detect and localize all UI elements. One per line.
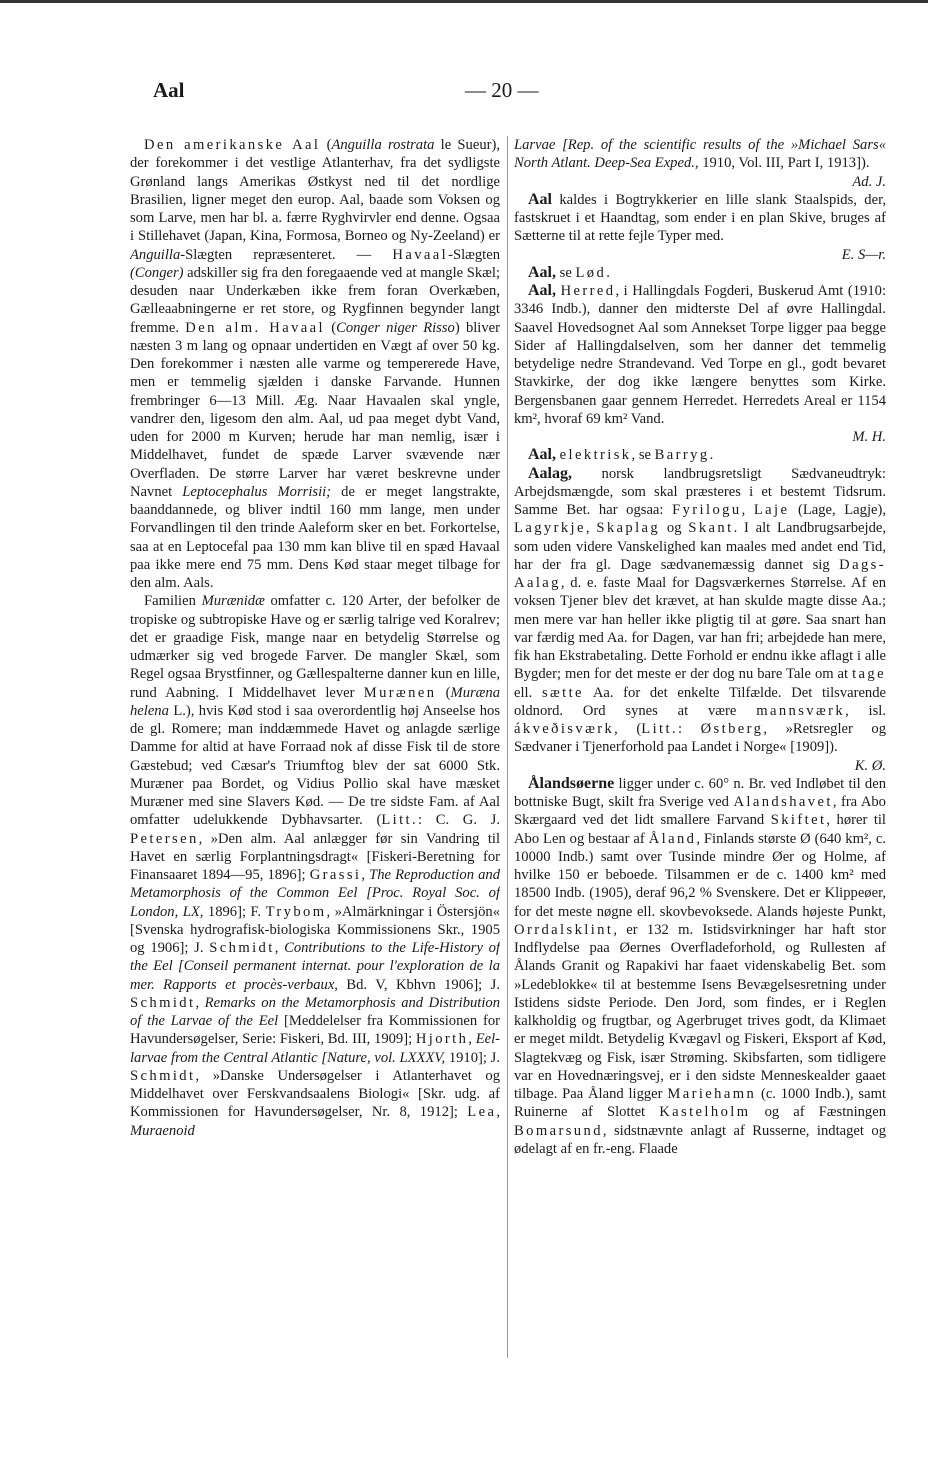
text-run: ,: [195, 994, 205, 1011]
text-run: Lød: [575, 264, 607, 281]
text-run: Contributions to the Life-History of the Eel [Conseil permanent internat. pour l'exploration de la mer. Rapports et procès-verbaux,: [130, 940, 500, 993]
text-run: 1910]; J.: [445, 1049, 500, 1066]
left-column: [130, 136, 500, 1366]
text-run: Schmidt: [130, 1067, 196, 1084]
column-divider: [507, 136, 508, 1358]
text-run: ákveðisværk: [514, 721, 615, 737]
text-run: Eel-larvae from the Central Atlantic [Nature, vol. LXXXV,: [130, 1031, 500, 1066]
text-run: Skiftet: [770, 812, 827, 829]
top-rule: [0, 0, 928, 3]
text-run: , »Retsregler og Sædvaner i Tjenerforhold paa Landet i Norge« [1909]).: [514, 721, 886, 756]
text-run: 1896]; F.: [203, 903, 266, 920]
text-run: ) bliver næsten 3 m lang og opnaar undertiden en Vægt af over 50 kg. Den forekommer i næsten alle varme og tempererede Have, men er temmelig sjælden i danske Farvande. Hunnen frembringer 6—13 Mill. Æg. Naar Havaalen skal yngle, vandrer den, ligesom den alm. Aal, ud paa meget dybt Vand, uden for 2000 m Kurven; herude har man nemlig, især i Middelhavet, fundet de spæde Larver svævende nær Overfladen. De større Larver har været beskrevne under Navnet: [130, 319, 500, 500]
entry-aal-lod: [514, 264, 886, 282]
text-run: kaldes i Bogtrykkerier en lille slank Staalspids, der, fastskruet i et Haandtag, som ender i en plan Skive, bruges af Sætterne til at rette fejle Typer med.: [514, 191, 886, 245]
text-run: ,: [468, 1031, 476, 1048]
text-run: Alandshavet: [733, 794, 833, 810]
text-run: (: [436, 684, 451, 701]
running-head: Aal: [153, 78, 185, 102]
headword: Aal,: [528, 263, 556, 281]
entry-aalag: [514, 465, 886, 775]
text-run: , »Danske Undersøgelser i Atlanterhavet og Middelhavet over Ferskvandsaalens Biologi« [Skr. udg. af Kommissionen for Havundersøgelser, Nr. 8, 1912];: [130, 1067, 500, 1121]
text-run: , isl.: [845, 702, 886, 719]
text-run: Laje: [753, 502, 790, 518]
page-number: — 20 —: [465, 78, 539, 102]
text-run: ,: [585, 520, 597, 537]
text-run: Mariehamn: [667, 1086, 757, 1102]
headword: Aal,: [528, 282, 556, 299]
text-run: .: [709, 447, 714, 464]
text-run: ligger under c. 60° n. Br. ved Indløbet til den bottniske Bugt, skilt fra Sverige ved: [514, 775, 886, 810]
text-run: Conger niger Risso: [336, 319, 455, 336]
text-run: (: [324, 319, 337, 336]
entry-aal-bogtrykkeri: [514, 191, 886, 264]
text-run: , »Den alm. Aal anlægger før sin Vandring til Havet en særlig Forplantningsdragt« [Fiskeri-Beretning for Finansaaret 1894—95, 1896];: [130, 830, 500, 883]
text-run: Aa. for det enkelte Tilfælde. Det tilsvarende oldnord. Ord synes at være: [514, 684, 886, 719]
text-run: . I alt Landbrugsarbejde, som uden videre Vanskelighed kan maales med andet end Tid, har der fra gl. Dage sædvanemæssig dannet sig: [514, 520, 886, 573]
text-run: , »Almärkningar i Östersjön« [Svenska hydrografisk-biologiska Kommissionens Skr., 1905 og 1906]; J.: [130, 903, 500, 956]
text-run: Muræna helena: [130, 684, 500, 719]
text-run: Familien: [144, 593, 202, 610]
page-header: [153, 78, 893, 108]
text-run: Murænen: [363, 684, 437, 701]
text-run: Anguilla rostrata: [331, 137, 435, 153]
text-run: og: [660, 520, 689, 537]
text-run: -Slægten repræsenteret. —: [180, 246, 393, 263]
text-run: (Lage, Lagje),: [789, 502, 886, 518]
text-run: Skaplag: [596, 520, 661, 537]
headword: Aal,: [528, 446, 556, 464]
text-run: Dags-Aalag: [514, 556, 886, 591]
text-run: Lagyrkje: [514, 520, 586, 537]
headword: Aalag,: [528, 464, 572, 482]
text-run: : C. G. J.: [418, 812, 500, 829]
text-run: elektrisk: [559, 447, 632, 464]
text-run: Litt.: [381, 812, 419, 829]
text-run: Skant: [688, 520, 734, 537]
author-signature: M. H.: [852, 429, 886, 445]
text-run: le Sueur), der forekommer i det vestlige Atlanterhav, fra det sydligste Grønland langs Amerikas Østkyst ned til det nordlige Brasilien, ligner meget den europ. Aal, baade som Voksen og som Larve, men har bl. a. færre Ryghvirvler end denne. Ogsaa i Stillehavet (Japan, Kina, Formosa, Borneo og Ny-Zeeland) er: [130, 137, 500, 245]
text-run: se: [556, 264, 576, 281]
text-run: Bomarsund: [514, 1122, 603, 1139]
text-run: Kastelholm: [659, 1104, 751, 1121]
text-run: , i Hallingdals Fogderi, Buskerud Amt (1910: 3346 Indb.), danner den midterste Del af øvre Hallingdal. Saavel Hovedsognet Aal som Annekset Torpe ligger paa begge Sider af Hallingdalselven, som her danner det temmelig betydelige nedre Strandevand. Ved Torpe en gl., godt bevaret Stavkirke, der dog ikke længere benyttes som Kirke. Bergensbanen gaar gennem Herredet. Herredets Areal er 1154 km², hvoraf 69 km² Vand.: [514, 283, 886, 427]
text-run: ,: [741, 502, 754, 518]
text-run: Hjorth: [415, 1031, 469, 1048]
text-run: Muraenoid: [130, 1122, 195, 1139]
entry-paragraph: [130, 592, 500, 1140]
text-run: Grassi: [309, 867, 362, 883]
entry-aal-herred: [514, 282, 886, 446]
text-run: Trybom: [265, 903, 327, 920]
text-run: Anguilla: [130, 246, 181, 263]
text-run: Litt.: [641, 721, 678, 737]
text-run: Havaal: [392, 246, 449, 263]
text-run: adskiller sig fra den foregaaende ved at mangle Skæl; desuden naar Underkæben ikke frem foran Overkæben, Gælleaabningerne er ret store, og Rygfinnen begynder langt fremme.: [130, 264, 500, 336]
author-signature: K. Ø.: [854, 757, 886, 774]
author-signature: Ad. J.: [852, 173, 886, 190]
text-run: omfatter c. 120 Arter, der befolker de tropiske og subtropiske Have og er særlig talrige ved Koralrev; det er graadige Fisk, mange naar en betydelig Størrelse og udmærker sig ved brogede Farver. De mangler Skæl, som Regel ogsaa Brystfinner, og Gællespalterne danner kun en lille, rund Aabning. I Middelhavet lever: [130, 593, 500, 701]
text-run: Bd. V, Kbhvn 1906]; J.: [337, 976, 500, 993]
text-run: Larvae [Rep. of the scientific results of the »Michael Sars« North Atlant. Deep-Sea Exped.,: [514, 137, 886, 172]
text-run: norsk landbrugsretsligt Sædvaneudtryk: Arbejdsmængde, som skal præsteres i et bestemt Tidsrum. Samme Bet. har ogsaa:: [514, 465, 886, 518]
text-run: Den alm. Havaal: [185, 319, 325, 336]
text-run: Leptocephalus Morrisii;: [182, 483, 332, 500]
text-run: , (: [614, 721, 642, 737]
text-run: Østberg: [700, 721, 764, 737]
entry-paragraph: [130, 136, 500, 592]
text-run: Lea: [467, 1104, 497, 1121]
text-run: .: [606, 264, 610, 281]
text-run: Barryg: [654, 447, 710, 464]
entry-alandsoerne: [514, 775, 886, 1158]
text-run: Remarks on the Metamorphosis and Distribution of the Larvae of the Eel: [130, 994, 500, 1029]
text-run: Orrdalsklint: [514, 921, 614, 938]
text-run: , er 132 m. Istidsvirkninger har haft stor Indflydelse paa Øernes Overfladeforhold, og Rullesten af Ålands Granit og Rapakivi har faaet videnskabelig Bet. som »Ledeblokke« til at bestemme Isens Bevægelsesretning under Istidens sidste Periode. Den Jord, som findes, er i Reglen kalkholdig og frugtbar, og Agerbruget trives godt, da Klimaet er meget mildt. Betydelig Kvægavl og Fiskeri, Eksport af Kød, Slagtekvæg og Fisk, især Strøming. Skibsfarten, som tidligere var en Hovednæringsvej, er i den sidste Menneskealder gaaet tilbage. Paa Åland ligger: [514, 921, 886, 1102]
text-run: Åland: [648, 830, 697, 847]
text-run: (c. 1000 Indb.), samt Ruinerne af Slottet: [514, 1086, 886, 1121]
text-run: ell.: [514, 684, 542, 701]
text-run: tage: [852, 666, 886, 683]
text-run: sætte: [541, 684, 584, 701]
text-run: Herred: [560, 283, 616, 299]
headword: Ålandsøerne: [528, 774, 615, 792]
text-run: , sidstnævnte anlagt af Russerne, indtaget og ødelagt af en fr.-eng. Flaade: [514, 1122, 886, 1157]
text-run: , Finlands største Ø (640 km², c. 10000 Indb.) samt over Tusinde mindre Øer og Holme, af hvilke 150 er beboede. Tilsammen er de c. 1400 km² med 18500 Indb. (1905), deraf 96,2 % Svenskere. Det er Klippeøer, for det meste nøgne ell. skovbevoksede. Alands højeste Punkt,: [514, 830, 886, 920]
text-run: -Slægten: [448, 246, 500, 263]
text-run: og af Fæstningen: [750, 1104, 886, 1121]
text-run: mannsværk: [756, 702, 846, 719]
text-run: [Meddelelser fra Kommissionen for Havundersøgelser, Serie: Fiskeri, Bd. III, 1909];: [130, 1013, 500, 1048]
text-run: ,: [274, 940, 285, 956]
headword: Aal: [528, 190, 552, 208]
text-run: Murænidæ: [201, 593, 265, 610]
text-run: Petersen: [130, 830, 199, 847]
text-run: Schmidt: [130, 994, 196, 1011]
right-column: [514, 136, 886, 1366]
text-run: , se: [631, 447, 655, 464]
text-run: Schmidt: [209, 940, 275, 956]
author-signature: E. S—r.: [841, 246, 886, 263]
entry-aal-elektrisk: [514, 446, 886, 464]
entry-paragraph: [514, 136, 886, 191]
text-run: , fra Abo Skærgaard ved det lidt smallere Farvand: [514, 794, 886, 829]
text-run: Fyrilogu: [672, 502, 742, 518]
text-run: ,: [496, 1104, 500, 1121]
text-run: , hører til Abo Len og bestaar af: [514, 812, 886, 847]
text-run: ,: [361, 867, 370, 883]
text-run: The Reproduction and Metamorphosis of the Common Eel [Proc. Royal Soc. of London, LX,: [130, 867, 500, 920]
text-run: (Conger): [130, 264, 184, 281]
text-run: 1910, Vol. III, Part I, 1913]).: [698, 155, 870, 172]
text-run: L.), hvis Kød stod i saa overordentlig høj Anseelse hos de gl. Romere; man inddæmmede Havet og anlagde særlige Damme for altid at have Forraad nok af disse Fisk til de store Gæstebud; ved Cæsar's Triumftog blev der sat 6000 Stk. Muræner paa Bordet, og Vidius Pollio skal have mæsket Muræner med sine Slavers Kød. — De tre sidste Fam. af Aal omfatter udelukkende Dybhavsarter. (: [130, 702, 500, 829]
text-run: :: [677, 721, 701, 737]
text-run: , d. e. faste Maal for Dagsværkernes Størrelse. Af en voksen Tjener blev det krævet, at han skulde magte disse Aa.; men mere var han heller ikke pligtig til at gøre. Saa snart han var færdig med Aa. for Dagen, var han fri; arbejdede han mere, fik han Ekstrabetaling. Dette Forhold er endnu ikke aflagt i alle Bygder; men for det meste er der dog nu bare Tale om at: [514, 575, 886, 683]
text-run: Den amerikanske Aal: [144, 137, 321, 153]
text-run: (: [320, 137, 332, 153]
text-run: de er meget langstrakte, baanddannede, og bliver indtil 160 mm lange, men under Forvandlingen til den trinde Aaleform sker en bet. Forkortelse, saa at en Leptocefal paa 130 mm kan blive til en spæd Havaal paa ikke mere end 75 mm. Dens Kød staar meget tilbage for den alm. Aals.: [130, 483, 500, 591]
